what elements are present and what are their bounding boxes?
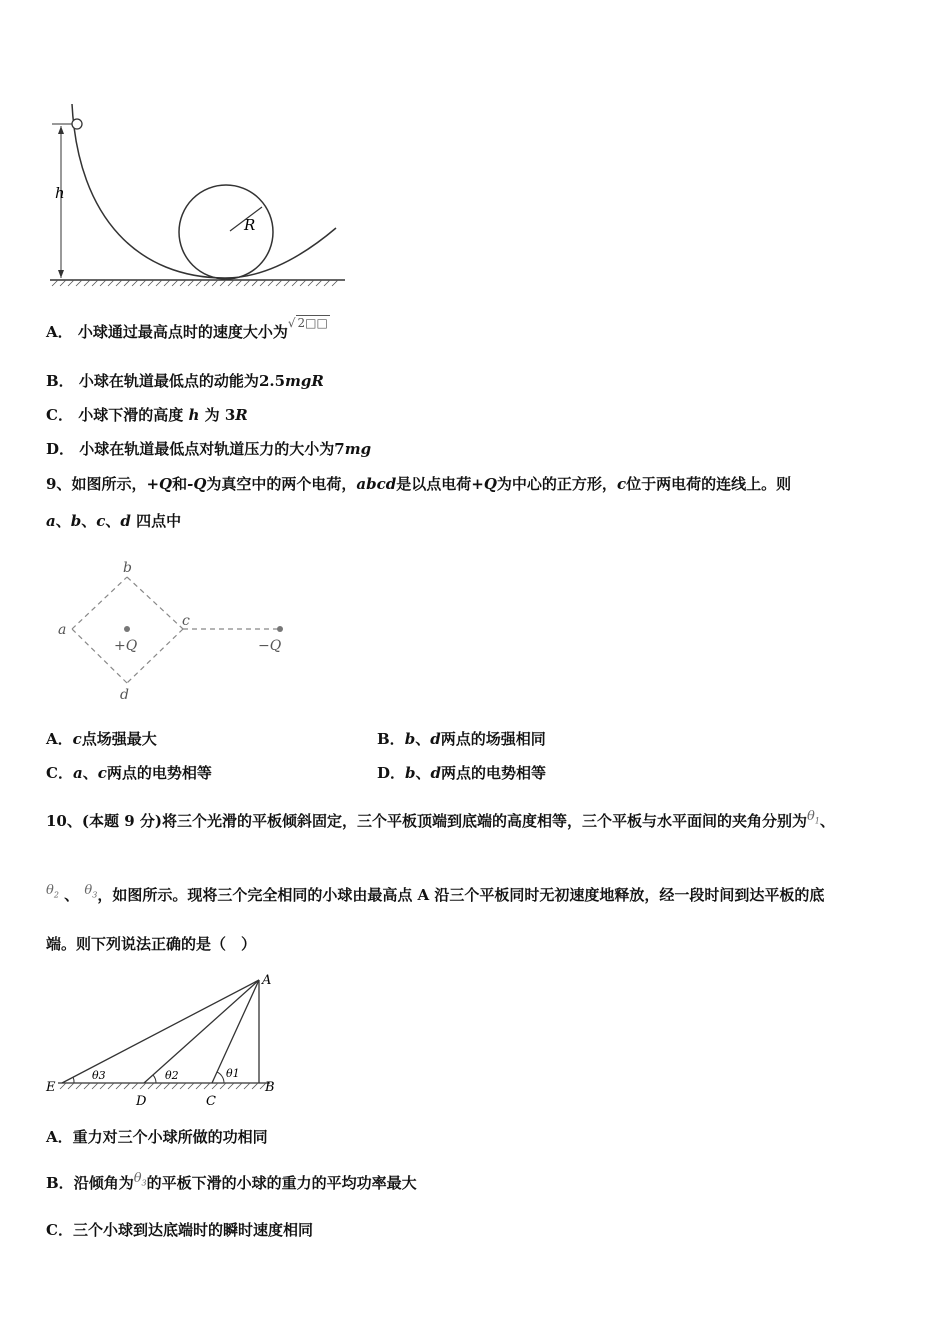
minus-charge-dot xyxy=(277,626,283,632)
label-theta2: θ2 xyxy=(165,1069,179,1082)
q9-stem-line1: 9、如图所示，+Q和-Q为真空中的两个电荷，abcd是以点电荷+Q为中心的正方形，c位于两电荷的连线上。则 xyxy=(46,475,792,493)
q10-option-b: B．沿倾角为$\theta_3$的平板下滑的小球的重力的平均功率最大 xyxy=(46,1171,417,1192)
radius-label: R xyxy=(244,216,256,234)
sqrt-expression: √ 2□□ xyxy=(287,316,328,330)
q9-option-a: A．c点场强最大 xyxy=(46,730,157,748)
base-hatch xyxy=(60,1083,266,1089)
label-c: c xyxy=(182,613,190,629)
plus-charge-dot xyxy=(124,626,130,632)
theta2-symbol: $\theta_2$ xyxy=(46,883,59,900)
q10-stem-line2: $\theta_2$ 、 $\theta_3$，如图所示。现将三个完全相同的小球由最高点 A 沿三个平板同时无初速度地释放，经一段时间到达平板的底 xyxy=(46,883,825,904)
q8-option-b: B． 小球在轨道最低点的动能为2.5mgR xyxy=(46,372,324,390)
q10-option-c: C．三个小球到达底端时的瞬时速度相同 xyxy=(46,1221,313,1239)
q8-option-a: A． 小球通过最高点时的速度大小为√ 2□□ xyxy=(46,322,330,343)
label-b: b xyxy=(123,560,132,576)
label-plus-q: +Q xyxy=(114,638,138,654)
height-label: h xyxy=(55,184,65,202)
q9-options-row1 xyxy=(46,729,746,749)
angle-arc-e xyxy=(73,1077,74,1083)
q9-option-b: B．b、d两点的场强相同 xyxy=(377,730,546,748)
inclined-planes-figure xyxy=(40,968,290,1108)
angle-arc-d xyxy=(153,1075,156,1083)
height-arrow-up xyxy=(58,126,64,134)
track-loop-figure xyxy=(40,100,360,300)
label-A: A xyxy=(262,973,272,988)
label-theta3: θ3 xyxy=(92,1069,106,1082)
q9-option-d: D．b、d两点的电势相等 xyxy=(377,764,547,782)
q10-stem-line3: 端。则下列说法正确的是（ ） xyxy=(46,935,257,953)
label-E: E xyxy=(46,1080,56,1095)
q8-option-d: D． 小球在轨道最低点对轨道压力的大小为7mg xyxy=(46,440,372,458)
loop-circle xyxy=(179,185,273,279)
angle-arc-c xyxy=(217,1072,224,1083)
ball-icon xyxy=(72,119,82,129)
theta3-inline-symbol: $\theta_3$ xyxy=(133,1171,147,1188)
q8-option-c: C． 小球下滑的高度 h 为 3R xyxy=(46,406,248,424)
label-a: a xyxy=(58,622,67,638)
q9-stem-line2: a、b、c、d 四点中 xyxy=(46,512,182,530)
label-theta1: θ1 xyxy=(226,1067,240,1080)
q9-option-c: C．a、c两点的电势相等 xyxy=(46,764,212,782)
label-D: D xyxy=(136,1094,147,1108)
q10-stem-line1: 10、(本题 9 分)将三个光滑的平板倾斜固定，三个平板顶端到底端的高度相等，三个平板与水平面间的夹角分别为$\theta_1$、 xyxy=(46,809,835,830)
theta1-symbol: $\theta_1$ xyxy=(806,809,820,826)
label-minus-q: −Q xyxy=(258,638,282,654)
label-C: C xyxy=(206,1094,216,1108)
ground-hatch xyxy=(52,280,338,286)
label-d: d xyxy=(120,687,129,703)
height-arrow-down xyxy=(58,270,64,278)
q9-options-row2 xyxy=(46,763,746,783)
q10-option-a: A．重力对三个小球所做的功相同 xyxy=(46,1128,268,1146)
theta3-symbol: $\theta_3$ xyxy=(84,883,98,900)
label-B: B xyxy=(265,1080,275,1095)
charges-square-figure xyxy=(50,555,310,705)
